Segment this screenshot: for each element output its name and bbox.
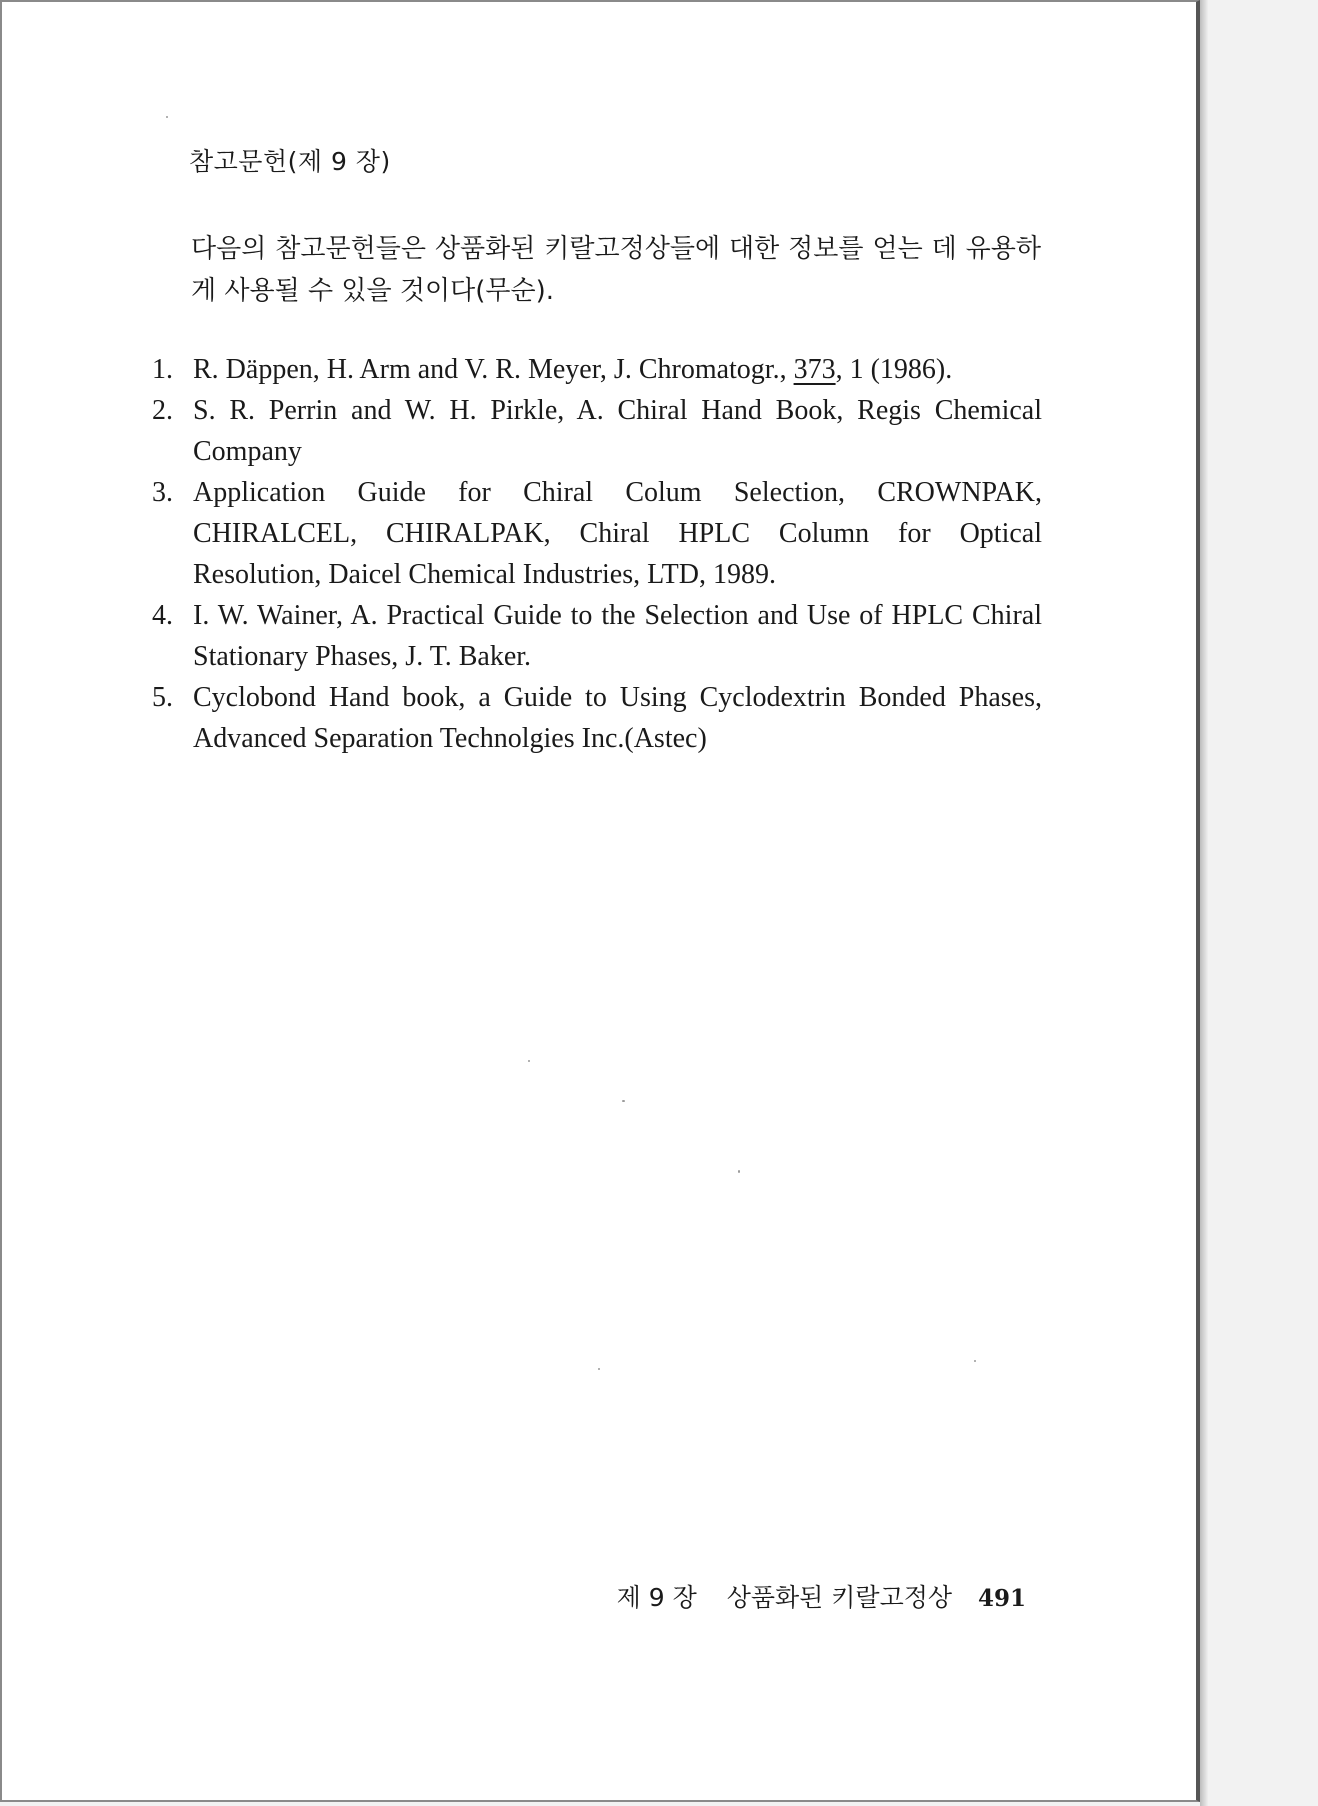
scan-speck	[738, 1170, 740, 1173]
reference-item	[152, 472, 1042, 595]
reference-number: 2.	[152, 395, 173, 426]
reference-text-end: , 1 (1986).	[835, 354, 953, 385]
reference-text: I. W. Wainer, A. Practical Guide to the Selection and Use of HPLC Chiral Stationary Phases, J. T. Baker.	[193, 600, 1042, 672]
scan-speck	[598, 1368, 600, 1370]
intro-paragraph: 다음의 참고문헌들은 상품화된 키랄고정상들에 대한 정보를 얻는 데 유용하게 사용될 수 있을 것이다(무순).	[191, 234, 1041, 306]
footer-title: 상품화된 키랄고정상	[726, 1583, 953, 1612]
page-edge-shadow	[1200, 0, 1208, 1806]
reference-text: Cyclobond Hand book, a Guide to Using Cyclodextrin Bonded Phases, Advanced Separation Technolgies Inc.(Astec)	[193, 682, 1042, 754]
reference-number: 1.	[152, 354, 173, 385]
reference-text: R. Däppen, H. Arm and V. R. Meyer, J. Chromatogr.,	[193, 354, 794, 385]
reference-number: 3.	[152, 477, 173, 508]
scan-speck	[974, 1360, 976, 1362]
scan-speck	[528, 1060, 530, 1062]
reference-text: S. R. Perrin and W. H. Pirkle, A. Chiral Hand Book, Regis Chemical Company	[193, 395, 1042, 467]
reference-list	[152, 349, 1042, 759]
scan-speck	[622, 1100, 625, 1102]
reference-item	[152, 677, 1042, 759]
footer-chapter: 제 9 장	[616, 1583, 697, 1612]
reference-text: Application Guide for Chiral Colum Selection, CROWNPAK, CHIRALCEL, CHIRALPAK, Chiral HPLC Column for Optical Resolution, Daicel Chemical Industries, LTD, 1989.	[193, 477, 1042, 590]
reference-number: 5.	[152, 682, 173, 713]
reference-item	[152, 595, 1042, 677]
reference-number: 4.	[152, 600, 173, 631]
section-heading: 참고문헌(제 9 장)	[189, 147, 391, 176]
reference-item	[152, 390, 1042, 472]
reference-volume: 373	[793, 354, 836, 385]
scan-speck	[166, 116, 168, 118]
page-number: 491	[977, 1585, 1026, 1612]
reference-item	[152, 349, 1042, 390]
page-footer	[617, 1578, 1026, 1614]
